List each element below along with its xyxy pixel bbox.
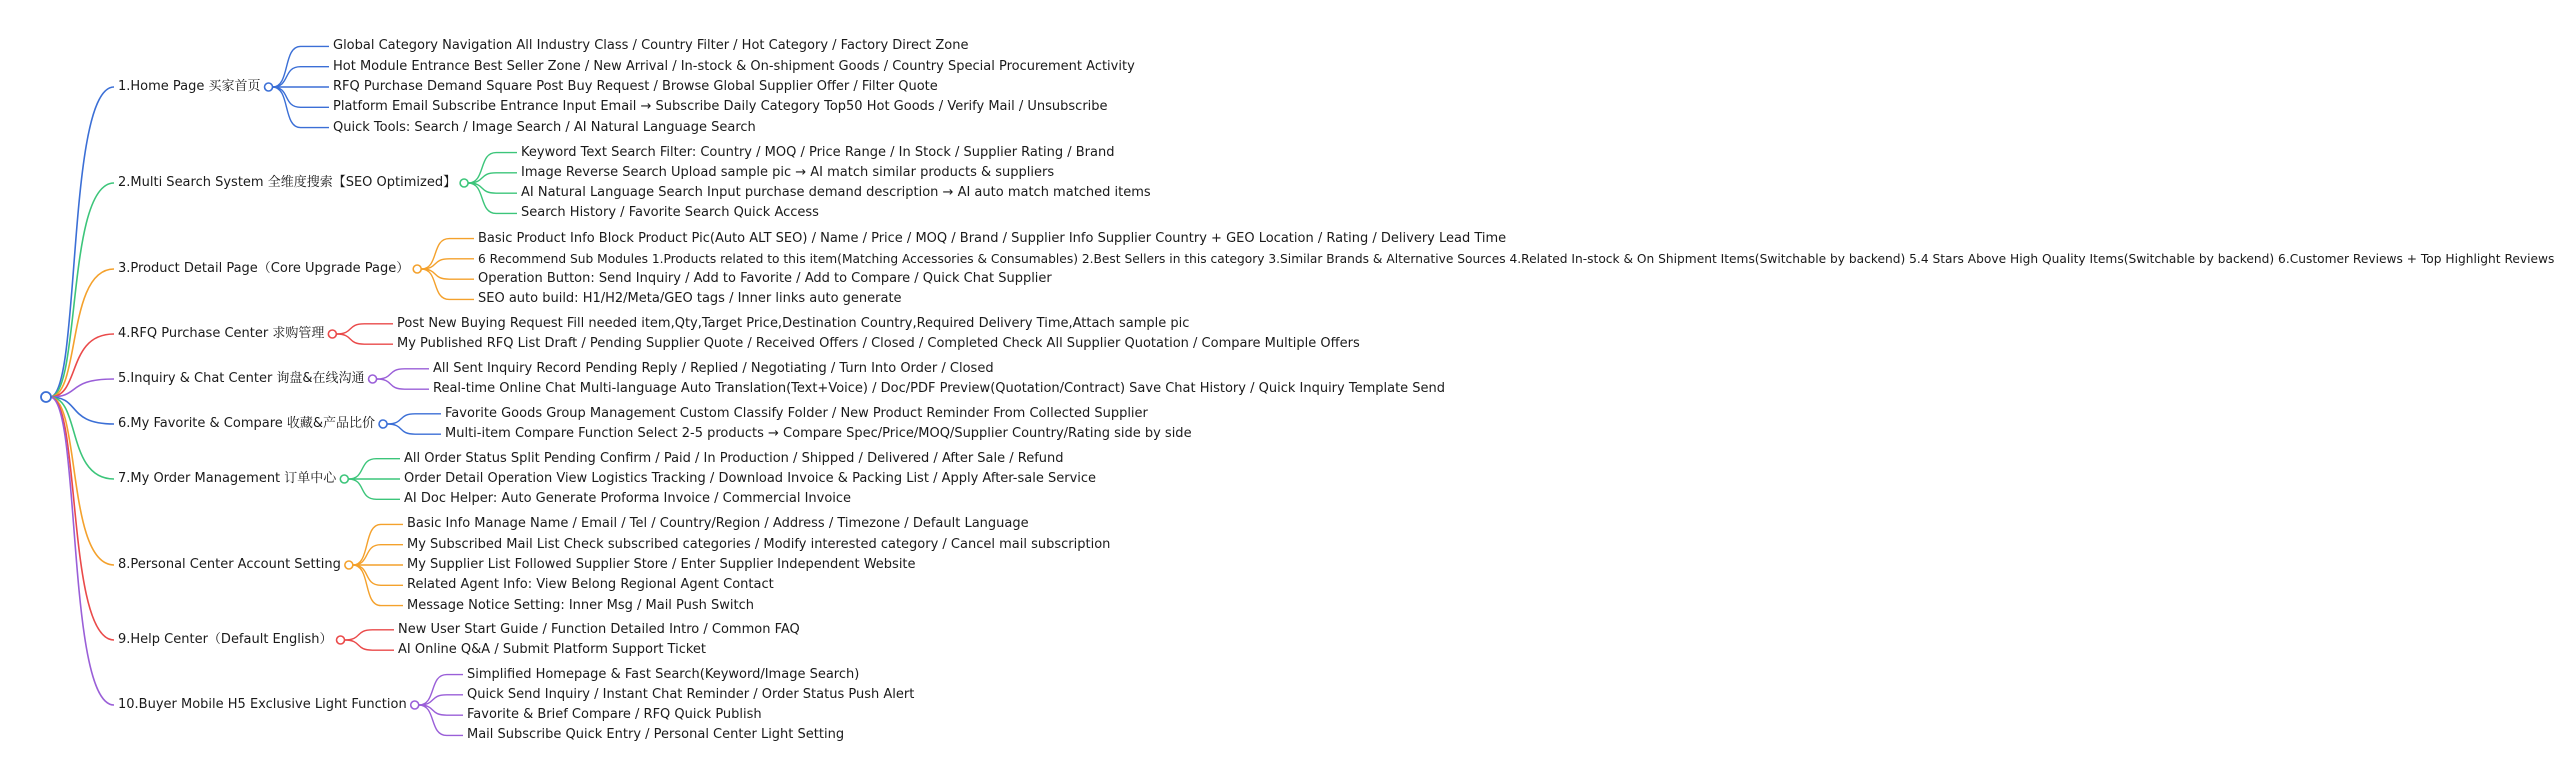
root-branch-connector bbox=[50, 269, 114, 397]
branch-label: 3.Product Detail Page（Core Upgrade Page） bbox=[118, 261, 410, 276]
branch-node bbox=[413, 265, 421, 273]
leaf-connector bbox=[419, 675, 463, 705]
root-node bbox=[41, 392, 51, 402]
leaf-connector bbox=[348, 459, 400, 479]
branch-node bbox=[337, 636, 345, 644]
leaf-connector bbox=[421, 269, 474, 299]
branch-node bbox=[340, 475, 348, 483]
leaf-label: Quick Tools: Search / Image Search / AI Natural Language Search bbox=[333, 119, 756, 135]
leaf-connector bbox=[419, 705, 463, 735]
branch-node bbox=[265, 83, 273, 91]
leaf-label: Related Agent Info: View Belong Regional Agent Contact bbox=[407, 577, 774, 593]
leaf-connector bbox=[387, 424, 441, 434]
leaf-label: SEO auto build: H1/H2/Meta/GEO tags / Inner links auto generate bbox=[478, 291, 902, 307]
root-branch-connector bbox=[50, 183, 114, 397]
leaf-label: Multi-item Compare Function Select 2-5 products → Compare Spec/Price/MOQ/Supplier Country/Rating side by side bbox=[445, 426, 1192, 442]
leaf-connector bbox=[377, 379, 429, 389]
leaf-label: RFQ Purchase Demand Square Post Buy Request / Browse Global Supplier Offer / Filter Quote bbox=[333, 79, 938, 94]
leaf-label: 6 Recommend Sub Modules 1.Products related to this item(Matching Accessories & Consumables) 2.Best Sellers in this category 3.Similar Brands & Alternative Sources 4.Related In-stock & On Shipment Items(Switchable by backend) 5.4 Stars Above High Quality Items(Switchable by backend) 6.Customer Reviews + Top Highlight Reviews bbox=[478, 251, 2555, 266]
branch-label: 4.RFQ Purchase Center 求购管理 bbox=[118, 326, 325, 341]
leaf-label: Basic Product Info Block Product Pic(Auto ALT SEO) / Name / Price / MOQ / Brand / Supplier Info Supplier Country + GEO Location / Rating / Delivery Lead Time bbox=[478, 230, 1507, 246]
leaf-label: Operation Button: Send Inquiry / Add to Favorite / Add to Compare / Quick Chat Supplier bbox=[478, 271, 1052, 287]
leaf-connector bbox=[377, 369, 429, 379]
branch-node bbox=[345, 561, 353, 569]
branch-label: 5.Inquiry & Chat Center 询盘&在线沟通 bbox=[118, 371, 365, 386]
branch-label: 8.Personal Center Account Setting bbox=[118, 557, 341, 572]
leaf-connector bbox=[273, 67, 329, 87]
leaf-label: Image Reverse Search Upload sample pic → AI match similar products & suppliers bbox=[521, 164, 1055, 180]
leaf-connector bbox=[421, 269, 474, 279]
leaf-label: Quick Send Inquiry / Instant Chat Reminder / Order Status Push Alert bbox=[467, 686, 915, 702]
leaf-label: AI Doc Helper: Auto Generate Proforma Invoice / Commercial Invoice bbox=[404, 491, 852, 507]
leaf-connector bbox=[348, 479, 400, 499]
leaf-label: All Sent Inquiry Record Pending Reply / Replied / Negotiating / Turn Into Order / Closed bbox=[433, 360, 994, 376]
root-branch-connector bbox=[50, 397, 114, 705]
leaf-connector bbox=[387, 414, 441, 424]
branch-label: 9.Help Center（Default English） bbox=[118, 632, 333, 647]
leaf-connector bbox=[468, 183, 517, 213]
branch-label: 1.Home Page 买家首页 bbox=[118, 79, 261, 94]
leaf-label: AI Natural Language Search Input purchase demand description → AI auto match matched items bbox=[521, 185, 1151, 201]
leaf-label: Favorite & Brief Compare / RFQ Quick Publish bbox=[467, 707, 762, 723]
leaf-label: New User Start Guide / Function Detailed Intro / Common FAQ bbox=[398, 621, 800, 637]
leaf-label: Order Detail Operation View Logistics Tracking / Download Invoice & Packing List / Apply After-sale Service bbox=[404, 471, 1097, 486]
leaf-connector bbox=[468, 173, 517, 183]
leaf-label: Favorite Goods Group Management Custom Classify Folder / New Product Reminder From Collected Supplier bbox=[445, 405, 1148, 421]
leaf-label: Platform Email Subscribe Entrance Input Email → Subscribe Daily Category Top50 Hot Goods / Verify Mail / Unsubscribe bbox=[333, 99, 1108, 115]
branch-label: 7.My Order Management 订单中心 bbox=[118, 471, 337, 486]
leaf-label: AI Online Q&A / Submit Platform Support Ticket bbox=[398, 642, 707, 658]
leaf-label: Hot Module Entrance Best Seller Zone / New Arrival / In-stock & On-shipment Goods / Country Special Procurement Activity bbox=[333, 58, 1135, 74]
leaf-label: All Order Status Split Pending Confirm / Paid / In Production / Shipped / Delivered / After Sale / Refund bbox=[404, 450, 1064, 466]
branch-node bbox=[379, 420, 387, 428]
leaf-label: Real-time Online Chat Multi-language Auto Translation(Text+Voice) / Doc/PDF Preview(Quotation/Contract) Save Chat History / Quick Inquiry Template Send bbox=[433, 381, 1446, 397]
leaf-connector bbox=[336, 334, 393, 344]
branch-node bbox=[328, 330, 336, 338]
leaf-connector bbox=[421, 239, 474, 269]
leaf-label: My Published RFQ List Draft / Pending Supplier Quote / Received Offers / Closed / Completed Check All Supplier Quotation / Compare Multiple Offers bbox=[397, 336, 1360, 352]
leaf-connector bbox=[468, 183, 517, 193]
root-branch-connector bbox=[50, 397, 114, 565]
leaf-label: My Subscribed Mail List Check subscribed categories / Modify interested category / Cancel mail subscription bbox=[407, 536, 1111, 552]
leaf-connector bbox=[336, 324, 393, 334]
leaf-label: Mail Subscribe Quick Entry / Personal Center Light Setting bbox=[467, 727, 845, 743]
branch-node bbox=[460, 179, 468, 187]
leaf-connector bbox=[421, 259, 474, 269]
leaf-label: Search History / Favorite Search Quick Access bbox=[521, 205, 819, 221]
leaf-connector bbox=[345, 630, 394, 640]
branch-node bbox=[369, 375, 377, 383]
leaf-connector bbox=[468, 153, 517, 183]
leaf-label: Simplified Homepage & Fast Search(Keyword/Image Search) bbox=[467, 666, 860, 682]
branch-label: 2.Multi Search System 全维度搜索【SEO Optimized】 bbox=[118, 175, 457, 190]
leaf-connector bbox=[345, 640, 394, 650]
leaf-label: Post New Buying Request Fill needed item,Qty,Target Price,Destination Country,Required Delivery Time,Attach sample pic bbox=[397, 315, 1190, 331]
branch-label: 10.Buyer Mobile H5 Exclusive Light Function bbox=[118, 697, 407, 712]
leaf-label: Message Notice Setting: Inner Msg / Mail Push Switch bbox=[407, 597, 755, 613]
branch-label: 6.My Favorite & Compare 收藏&产品比价 bbox=[118, 416, 376, 431]
leaf-label: Basic Info Manage Name / Email / Tel / Country/Region / Address / Timezone / Default Language bbox=[407, 516, 1029, 532]
leaf-label: My Supplier List Followed Supplier Store / Enter Supplier Independent Website bbox=[407, 557, 916, 572]
leaf-connector bbox=[273, 87, 329, 107]
leaf-label: Global Category Navigation All Industry Class / Country Filter / Hot Category / Factory Direct Zone bbox=[333, 38, 969, 54]
leaf-label: Keyword Text Search Filter: Country / MOQ / Price Range / In Stock / Supplier Rating / Brand bbox=[521, 144, 1115, 160]
branch-node bbox=[411, 701, 419, 709]
